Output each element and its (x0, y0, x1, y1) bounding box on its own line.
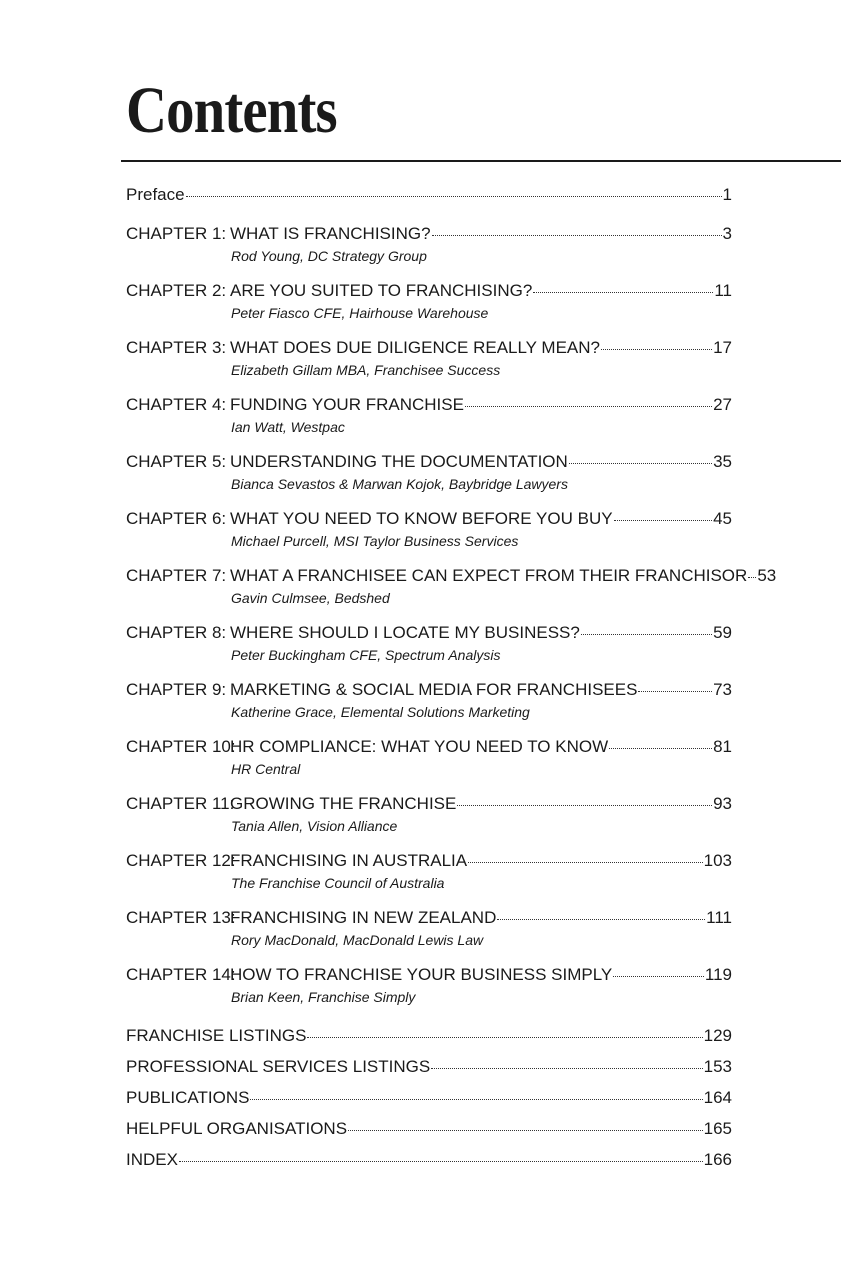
chapter-author: Rory MacDonald, MacDonald Lewis Law (231, 932, 484, 948)
dot-leader (613, 975, 704, 977)
dot-leader (431, 1067, 702, 1069)
chapter-title: WHERE SHOULD I LOCATE MY BUSINESS? (230, 623, 580, 642)
chapter-author: Gavin Culmsee, Bedshed (231, 590, 390, 606)
dot-leader (465, 405, 712, 407)
toc-chapter-row[interactable] (126, 736, 732, 758)
chapter-author: Peter Fiasco CFE, Hairhouse Warehouse (231, 305, 489, 321)
toc-chapter-row[interactable] (126, 223, 732, 245)
chapter-title: WHAT DOES DUE DILIGENCE REALLY MEAN? (230, 338, 600, 357)
toc-chapter-entry (126, 622, 732, 665)
toc-page-number: 73 (713, 680, 732, 699)
chapter-author: Katherine Grace, Elemental Solutions Marketing (231, 704, 530, 720)
chapter-author: HR Central (231, 761, 301, 777)
chapter-number: CHAPTER 5: (126, 452, 227, 471)
toc-page-number: 93 (713, 794, 732, 813)
toc-page-number: 1 (722, 185, 732, 204)
toc-entry-title: Preface (126, 185, 185, 204)
dot-leader (581, 633, 712, 635)
chapter-author: The Franchise Council of Australia (231, 875, 445, 891)
dot-leader (533, 291, 713, 293)
dot-leader (457, 804, 712, 806)
toc-chapter-entry (126, 337, 732, 380)
chapter-number: CHAPTER 9: (126, 680, 227, 699)
toc-chapter-entry (126, 280, 732, 323)
dot-leader (748, 576, 756, 578)
chapter-title: WHAT A FRANCHISEE CAN EXPECT FROM THEIR FRANCHISOR (230, 566, 748, 585)
backmatter-title: FRANCHISE LISTINGS (126, 1026, 307, 1045)
toc-chapter-row[interactable] (126, 622, 732, 644)
toc-chapter-row[interactable] (126, 850, 732, 872)
toc-backmatter-entry[interactable] (126, 1025, 732, 1047)
toc-page-number: 27 (713, 395, 732, 414)
page-title: Contents (126, 74, 337, 147)
chapter-number: CHAPTER 1: (126, 224, 227, 243)
toc-chapter-entry (126, 736, 732, 779)
chapter-title: FRANCHISING IN AUSTRALIA (230, 851, 468, 870)
chapter-number: CHAPTER 11: (126, 794, 235, 813)
toc-chapter-row[interactable] (126, 565, 777, 587)
chapter-author: Tania Allen, Vision Alliance (231, 818, 398, 834)
chapter-author: Rod Young, DC Strategy Group (231, 248, 427, 264)
toc-chapter-entry (126, 223, 732, 266)
toc-chapter-row[interactable] (126, 793, 732, 815)
toc-chapter-entry (126, 964, 732, 1007)
toc-page-number: 81 (713, 737, 732, 756)
toc-chapter-entry (126, 394, 732, 437)
toc-chapter-row[interactable] (126, 280, 732, 302)
chapter-number: CHAPTER 6: (126, 509, 227, 528)
dot-leader (348, 1129, 703, 1131)
chapter-title: HOW TO FRANCHISE YOUR BUSINESS SIMPLY (230, 965, 613, 984)
toc-page-number: 153 (703, 1057, 732, 1076)
chapter-title: GROWING THE FRANCHISE (230, 794, 457, 813)
toc-chapter-entry (126, 508, 732, 551)
dot-leader (601, 348, 712, 350)
chapter-title: WHAT IS FRANCHISING? (230, 224, 431, 243)
toc-chapter-entry (126, 565, 777, 608)
toc-page-number: 53 (757, 566, 777, 585)
chapter-title: MARKETING & SOCIAL MEDIA FOR FRANCHISEES (230, 680, 638, 699)
toc-chapter-entry (126, 451, 732, 494)
toc-backmatter-entry[interactable] (126, 1149, 732, 1171)
dot-leader (179, 1160, 703, 1162)
chapter-list (126, 223, 777, 1007)
toc-page-number: 59 (713, 623, 732, 642)
table-of-contents (126, 184, 777, 1180)
dot-leader (614, 519, 713, 521)
chapter-number: CHAPTER 14: (126, 965, 236, 984)
chapter-number: CHAPTER 13: (126, 908, 236, 927)
chapter-author: Elizabeth Gillam MBA, Franchisee Success (231, 362, 501, 378)
toc-page-number: 103 (703, 851, 732, 870)
chapter-author: Bianca Sevastos & Marwan Kojok, Baybridge Lawyers (231, 476, 568, 492)
backmatter-title: PROFESSIONAL SERVICES LISTINGS (126, 1057, 431, 1076)
dot-leader (569, 462, 712, 464)
dot-leader (468, 861, 703, 863)
chapter-title: FRANCHISING IN NEW ZEALAND (230, 908, 497, 927)
dot-leader (609, 747, 712, 749)
toc-page-number: 129 (703, 1026, 732, 1045)
backmatter-list (126, 1025, 732, 1171)
toc-chapter-entry (126, 679, 732, 722)
chapter-title: HR COMPLIANCE: WHAT YOU NEED TO KNOW (230, 737, 609, 756)
toc-page-number: 111 (706, 908, 732, 927)
dot-leader (432, 234, 722, 236)
toc-entry-preface[interactable] (126, 184, 732, 206)
toc-chapter-row[interactable] (126, 508, 732, 530)
toc-backmatter-entry[interactable] (126, 1118, 732, 1140)
toc-chapter-row[interactable] (126, 451, 732, 473)
chapter-author: Michael Purcell, MSI Taylor Business Services (231, 533, 519, 549)
chapter-number: CHAPTER 8: (126, 623, 227, 642)
toc-chapter-entry (126, 850, 732, 893)
dot-leader (497, 918, 705, 920)
toc-page-number: 165 (703, 1119, 732, 1138)
toc-page-number: 11 (714, 281, 732, 300)
backmatter-title: PUBLICATIONS (126, 1088, 250, 1107)
chapter-author: Brian Keen, Franchise Simply (231, 989, 416, 1005)
chapter-title: WHAT YOU NEED TO KNOW BEFORE YOU BUY (230, 509, 613, 528)
toc-page-number: 45 (713, 509, 732, 528)
toc-page-number: 17 (713, 338, 732, 357)
toc-backmatter-entry[interactable] (126, 1087, 732, 1109)
toc-chapter-row[interactable] (126, 907, 732, 929)
toc-chapter-entry (126, 793, 732, 836)
chapter-number: CHAPTER 3: (126, 338, 227, 357)
chapter-author: Ian Watt, Westpac (231, 419, 345, 435)
backmatter-title: HELPFUL ORGANISATIONS (126, 1119, 348, 1138)
dot-leader (307, 1036, 702, 1038)
toc-chapter-row[interactable] (126, 394, 732, 416)
chapter-number: CHAPTER 7: (126, 566, 227, 585)
toc-page-number: 35 (713, 452, 732, 471)
toc-chapter-entry (126, 907, 732, 950)
dot-leader (250, 1098, 702, 1100)
backmatter-title: INDEX (126, 1150, 178, 1169)
chapter-title: FUNDING YOUR FRANCHISE (230, 395, 464, 414)
chapter-title: ARE YOU SUITED TO FRANCHISING? (230, 281, 533, 300)
toc-chapter-row[interactable] (126, 964, 732, 986)
chapter-title: UNDERSTANDING THE DOCUMENTATION (230, 452, 568, 471)
toc-page-number: 166 (703, 1150, 732, 1169)
chapter-number: CHAPTER 10: (126, 737, 236, 756)
dot-leader (186, 195, 722, 197)
chapter-author: Peter Buckingham CFE, Spectrum Analysis (231, 647, 501, 663)
toc-page-number: 119 (704, 965, 732, 984)
chapter-number: CHAPTER 12: (126, 851, 236, 870)
title-rule (121, 160, 841, 162)
toc-backmatter-entry[interactable] (126, 1056, 732, 1078)
toc-page-number: 164 (703, 1088, 732, 1107)
toc-chapter-row[interactable] (126, 337, 732, 359)
chapter-number: CHAPTER 4: (126, 395, 227, 414)
dot-leader (638, 690, 712, 692)
chapter-number: CHAPTER 2: (126, 281, 227, 300)
toc-chapter-row[interactable] (126, 679, 732, 701)
toc-page-number: 3 (722, 224, 732, 243)
